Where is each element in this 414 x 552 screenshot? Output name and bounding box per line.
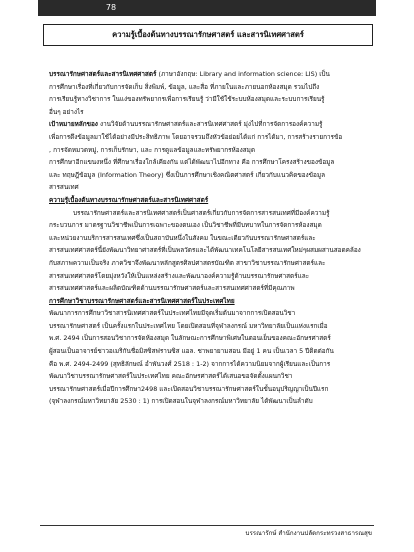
- text-line: ผู้สอนเป็นอาจารย์ชาวอเมริกันชื่อมิสซิสฟรานซิส แอล. ชาพยายามสอน มีอยู่ 1 คน เป็นเวลา 5 ปีติดต่อกัน: [49, 347, 334, 356]
- term-goal: เป้าหมายหลักของ: [49, 120, 98, 129]
- text-line: บรรณารักษศาสตร์ เป็นครั้งแรกในประเทศไทย โดยเปิดสอนที่จุฬาลงกรณ์ มหาวิทยาลัยเป็นแห่งแรกเมื่อ: [49, 321, 328, 330]
- text-line: การศึกษาเรื่องที่เกี่ยวกับการจัดเก็บ สิ่งพิมพ์, ข้อมูล, และสื่อ ที่ภายในและภายนอกห้องสมุด รวมไปถึง: [49, 82, 320, 91]
- intro-text: (ภาษาอังกฤษ: Library and information science: LIS) เป็น: [156, 70, 330, 78]
- text-line: บรรณารักษศาสตร์และสารนิเทศศาสตร์เป็นศาสตร์เกี่ยวกับการจัดการสารสนเทศที่มีองค์ความรู้: [73, 208, 330, 217]
- text-line: การเรียนรู้ทางวิชาการ ในแง่ของทรัพยากรเพื่อการเรียนรู้ ว่ามีใช้ใช้ระบบห้องสมุดและระบบการเรียนรู้: [49, 95, 325, 104]
- text-line: กับสภาพความเป็นจริง ภาควิชาจึงพัฒนาหลักสูตรศิลปศาสตรบัณฑิต สาขาวิชาบรรณารักษศาสตร์และ: [49, 258, 326, 267]
- text-line: เพื่อการดึงข้อมูลมาใช้ได้อย่างมีประสิทธิภาพ โดยอาจรวมถึงหัวข้อย่อยได้แก่ การได้มา, การสร้างรายการข้อ: [49, 132, 343, 141]
- section-heading-thailand: การศึกษาวิชาบรรณารักษศาสตร์และสารนิเทศศาสตร์ในประเทศไทย: [49, 296, 235, 305]
- footer-divider: [40, 525, 374, 526]
- text-line: สารสนเทศศาสตร์และผลิตบัณฑิตด้านบรรณารักษศาสตร์และสารสนเทศศาสตร์ที่มีคุณภาพ: [49, 284, 295, 293]
- text-line: บรรณารักษศาสตร์เมื่อปีการศึกษา2498 และเปิดสอนวิชาบรรณารักษศาสตร์ในขั้นอนุปริญญาเป็นปีแรก: [49, 384, 329, 393]
- text-line: สารสนเทศ: [49, 183, 79, 192]
- page-number: 78: [105, 3, 117, 12]
- text-line: และ ทฤษฎีข้อมูล (Information Theory) ซึ่งเป็นการศึกษาเชิงคณิตศาสตร์ เกี่ยวกับแนวคิดของข้อมูล: [49, 170, 326, 179]
- section-heading-intro: ความรู้เบื้องต้นทางบรรณารักษศาสตร์และสารนิเทศศาสตร์: [49, 195, 209, 204]
- text-line: พัฒนาวิชาบรรณารักษศาสตร์ในประเทศไทย คณะอักษรศาสตร์ได้เสนอขอจัดตั้งแผนกวิชา: [49, 372, 293, 381]
- text-line: คือ พ.ศ. 2494-2499 (สุทธิลักษณ์ อำพันวงศ์ 2518 : 1-2) จากการได้ความนิยมจากผู้เรียนและเป็นการ: [49, 359, 331, 368]
- page-title: ความรู้เบื้องต้นทางบรรณารักษศาสตร์ และสารนิเทศศาสตร์: [112, 30, 304, 39]
- text-line: และหน่วยงานบริการสารสนเทศซึ่งเป็นสถาบันหนึ่งในสังคม ในขณะเดียวกันบรรณารักษศาสตร์และ: [49, 233, 316, 242]
- text-line: อื่นๆ อย่างไร: [49, 107, 84, 116]
- text-line: (จุฬาลงกรณ์มหาวิทยาลัย 2530 : 1) การเปิดสอนในจุฬาลงกรณ์มหาวิทยาลัย ได้พัฒนาเป็นลำดับ: [49, 397, 313, 406]
- goal-line-1: [49, 118, 371, 131]
- page-footer: บรรณารักษ์ สำนักงานปลัดกระทรวงสาธารณสุข: [245, 530, 372, 537]
- text-line: พัฒนาการการศึกษาวิชาสารนิเทศศาสตร์ในประเทศไทยมีจุดเริ่มต้นมาจากการเปิดสอนวิชา: [49, 309, 296, 318]
- term-lis: บรรณารักษศาสตร์และสารนิเทศศาสตร์: [49, 70, 157, 78]
- text-line: กระบวนการ มาตรฐานวิชาชีพเป็นการเฉพาะของตนเอง เป็นวิชาชีพที่มีบทบาทในการจัดการห้องสมุด: [49, 221, 322, 230]
- text-line: , การจัดหมวดหมู่, การเก็บรักษา, และ การดูแลข้อมูลและทรัพยากรห้องสมุด: [49, 145, 255, 154]
- goal-text: งานวิจัยด้านบรรณารักษศาสตร์และสารนิเทศศาสตร์ มุ่งไปที่การจัดการองค์ความรู้: [97, 120, 323, 129]
- text-line: การศึกษาอีกแขนงหนึ่ง ที่ศึกษาเรื่องใกล้เคียงกัน แต่ได้พัฒนาไปอีกทาง คือ การศึกษาโครงสร้างของข้อมูล: [49, 158, 335, 167]
- body-text: [49, 68, 371, 408]
- title-box: [43, 24, 373, 46]
- intro-line-1: [49, 68, 371, 81]
- text-line: สารสนเทศศาสตร์นี้ยังพัฒนาวิทยาศาสตร์ที่เป็นพลวัตรและได้พัฒนาเทคโนโลยีสารสนเทศใหม่ๆผสมผสานสอดคล้อง: [49, 246, 361, 255]
- text-line: สารสนเทศศาสตร์โดยมุ่งหวังให้เป็นแหล่งสร้างและพัฒนาองค์ความรู้ด้านบรรณารักษศาสตร์และ: [49, 271, 310, 280]
- page-header-bar: [38, 0, 376, 16]
- text-line: พ.ศ. 2494 เป็นการสอนวิชาการจัดห้องสมุด ในลักษณะการศึกษาพิเศษในตอนเย็นของคณะอักษรศาสตร์: [49, 334, 331, 343]
